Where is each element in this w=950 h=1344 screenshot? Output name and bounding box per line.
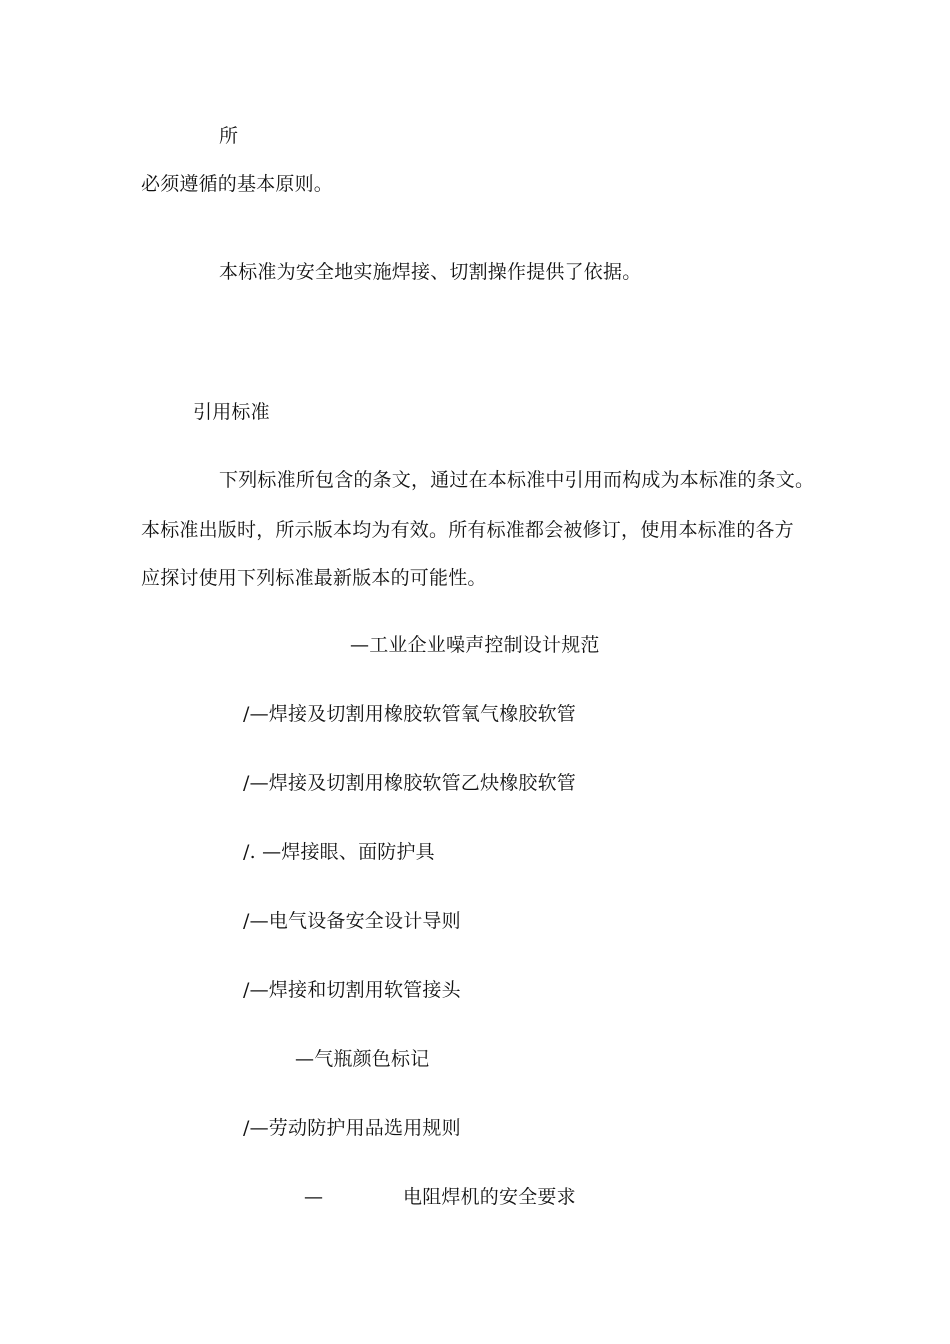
paragraph-line: 必须遵循的基本原则。 bbox=[141, 173, 334, 195]
paragraph-fragment: 所 bbox=[219, 125, 239, 147]
reference-item: /—焊接和切割用软管接头 bbox=[243, 979, 461, 1001]
reference-item: —工业企业噪声控制设计规范 bbox=[350, 634, 600, 656]
reference-item: /—电气设备安全设计导则 bbox=[243, 910, 461, 932]
reference-item: /—劳动防护用品选用规则 bbox=[243, 1117, 461, 1139]
reference-title: 电阻焊机的安全要求 bbox=[403, 1186, 576, 1208]
section-heading-references: 引用标准 bbox=[193, 401, 270, 423]
paragraph-line: 应探讨使用下列标准最新版本的可能性。 bbox=[141, 567, 487, 589]
reference-item: /—焊接及切割用橡胶软管乙炔橡胶软管 bbox=[243, 772, 577, 794]
paragraph-line: 本标准出版时，所示版本均为有效。所有标准都会被修订，使用本标准的各方 bbox=[141, 519, 794, 541]
reference-item: /. —焊接眼、面防护具 bbox=[243, 841, 435, 863]
reference-item: —气瓶颜色标记 bbox=[295, 1048, 430, 1070]
reference-item: /—焊接及切割用橡胶软管氧气橡胶软管 bbox=[243, 703, 577, 725]
paragraph-line: 下列标准所包含的条文，通过在本标准中引用而构成为本标准的条文。 bbox=[219, 469, 815, 491]
paragraph-basis: 本标准为安全地实施焊接、切割操作提供了依据。 bbox=[219, 261, 642, 283]
reference-dash: — bbox=[304, 1186, 324, 1208]
